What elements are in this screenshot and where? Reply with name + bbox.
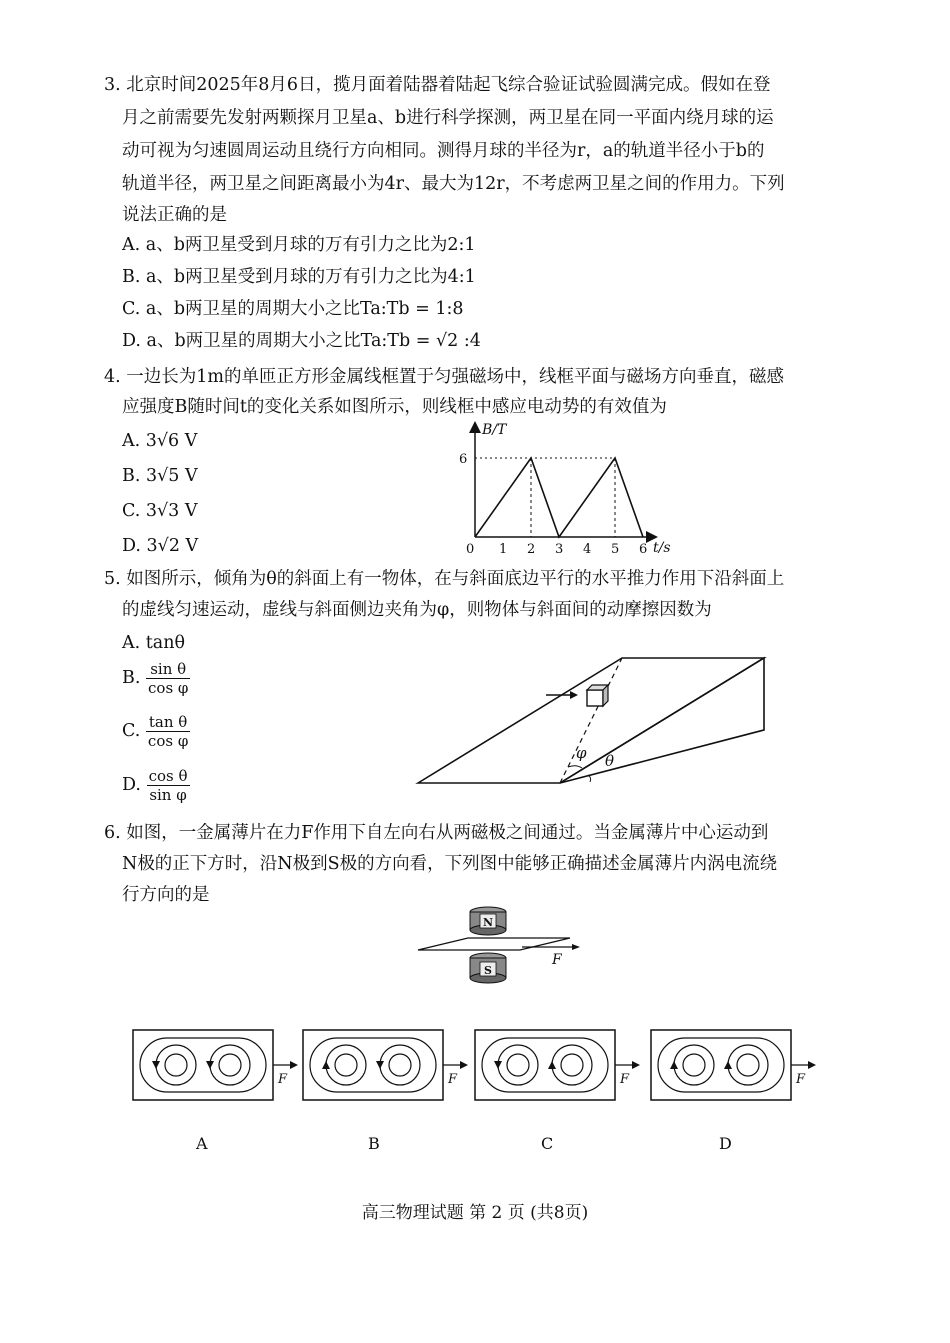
current-direction-arrow [206, 1061, 214, 1069]
q3-line-5: 说法正确的是 [122, 205, 227, 225]
q4-option-a: A. 3√6 V [122, 431, 198, 451]
choice-label-b: B [368, 1134, 380, 1153]
x-tick-label: 5 [611, 542, 620, 557]
choice-label-a: A [196, 1134, 208, 1153]
eddy-inner-loop [683, 1054, 705, 1076]
current-direction-arrow [724, 1061, 732, 1069]
q5-option-a: A. tanθ [122, 633, 186, 653]
q5-option-c-label: C. [122, 721, 141, 741]
force-arrow-head [808, 1061, 816, 1069]
eddy-inner-loop [507, 1054, 529, 1076]
incline-figure [410, 650, 770, 790]
x-tick-label: 1 [499, 542, 508, 557]
magnet-figure [410, 900, 585, 995]
q5-option-d-den: sin φ [149, 786, 187, 804]
n-pole-magnet [470, 907, 506, 935]
q3-option-b: B. a、b两卫星受到月球的万有引力之比为4:1 [122, 267, 476, 287]
push-force-arrow [546, 691, 578, 699]
metal-sheet [418, 938, 570, 950]
eddy-loop [552, 1045, 592, 1085]
eddy-inner-loop [219, 1054, 241, 1076]
q3-line-1: 3. 北京时间2025年8月6日，揽月面着陆器着陆起飞综合验证试验圆满完成。假如在登 [104, 75, 771, 95]
q5-option-b [122, 660, 190, 697]
eddy-loop [210, 1045, 250, 1085]
force-f-label: F [448, 1072, 458, 1087]
x-tick-label: 3 [555, 542, 564, 557]
q5-option-d-fraction [147, 767, 190, 804]
eddy-loop [728, 1045, 768, 1085]
q5-option-c-num: tan θ [146, 713, 190, 732]
q3-option-d: D. a、b两卫星的周期大小之比Ta:Tb = √2 :4 [122, 331, 481, 351]
q4-option-c: C. 3√3 V [122, 501, 198, 521]
phi-label: φ [576, 744, 587, 762]
q3-line-4: 轨道半径，两卫星之间距离最小为4r、最大为12r，不考虑两卫星之间的作用力。下列 [122, 174, 785, 194]
q5-option-b-den: cos φ [148, 679, 189, 697]
q5-option-b-label: B. [122, 668, 141, 688]
eddy-loop [498, 1045, 538, 1085]
b-t-graph [440, 420, 680, 560]
x-tick-label: 4 [583, 542, 592, 557]
n-pole-label: N [483, 916, 494, 929]
eddy-loop [156, 1045, 196, 1085]
q4-line-2: 应强度B随时间t的变化关系如图所示，则线框中感应电动势的有效值为 [122, 397, 667, 417]
q5-option-c [122, 713, 190, 750]
current-direction-arrow [322, 1061, 330, 1069]
force-f-label: F [552, 952, 562, 968]
eddy-loop [326, 1045, 366, 1085]
q3-line-2: 月之前需要先发射两颗探月卫星a、b进行科学探测，两卫星在同一平面内绕月球的运 [122, 108, 774, 128]
eddy-inner-loop [165, 1054, 187, 1076]
q3-option-c: C. a、b两卫星的周期大小之比Ta:Tb = 1:8 [122, 299, 464, 319]
eddy-option-c [474, 1028, 644, 1103]
q5-line-1: 5. 如图所示，倾角为θ的斜面上有一物体，在与斜面底边平行的水平推力作用下沿斜面上 [104, 569, 785, 589]
y-tick-label: 6 [459, 452, 468, 467]
x-tick-label: 0 [466, 542, 475, 557]
choice-label-c: C [541, 1134, 554, 1153]
q4-option-b: B. 3√5 V [122, 466, 198, 486]
q6-line-3: 行方向的是 [122, 885, 210, 905]
q5-option-b-fraction [146, 660, 190, 697]
current-direction-arrow [376, 1061, 384, 1069]
x-tick-label: 6 [639, 542, 648, 557]
q5-option-c-fraction [146, 713, 190, 750]
eddy-inner-loop [561, 1054, 583, 1076]
eddy-inner-loop [389, 1054, 411, 1076]
outer-current-loop [310, 1038, 436, 1092]
q3-option-a: A. a、b两卫星受到月球的万有引力之比为2:1 [122, 235, 476, 255]
force-f-label: F [796, 1072, 806, 1087]
q6-line-2: N极的正下方时，沿N极到S极的方向看，下列图中能够正确描述金属薄片内涡电流绕 [122, 854, 778, 874]
y-axis-label: B/T [482, 422, 507, 438]
outer-current-loop [140, 1038, 266, 1092]
q5-option-d-num: cos θ [148, 767, 188, 785]
force-arrow-head [290, 1061, 298, 1069]
eddy-inner-loop [737, 1054, 759, 1076]
q5-option-b-num: sin θ [146, 660, 190, 679]
q5-option-d-label: D. [122, 775, 141, 795]
eddy-option-a [132, 1028, 302, 1103]
x-tick-label: 2 [527, 542, 536, 557]
eddy-loop [674, 1045, 714, 1085]
force-arrow-head [460, 1061, 468, 1069]
force-f-label: F [278, 1072, 288, 1087]
current-direction-arrow [548, 1061, 556, 1069]
eddy-option-d [650, 1028, 820, 1103]
q3-line-3: 动可视为匀速圆周运动且绕行方向相同。测得月球的半径为r，a的轨道半径小于b的 [122, 141, 765, 161]
eddy-option-b [302, 1028, 472, 1103]
s-pole-magnet [470, 953, 506, 983]
block-object [587, 685, 608, 706]
page-footer: 高三物理试题 第 2 页 (共8页) [361, 1203, 589, 1223]
s-pole-label: S [484, 964, 492, 977]
current-direction-arrow [494, 1061, 502, 1069]
choice-label-d: D [719, 1134, 732, 1153]
q6-line-1: 6. 如图，一金属薄片在力F作用下自左向右从两磁极之间通过。当金属薄片中心运动到 [104, 823, 769, 843]
eddy-inner-loop [335, 1054, 357, 1076]
q5-option-c-den: cos φ [147, 732, 189, 750]
eddy-loop [380, 1045, 420, 1085]
phi-arc [568, 766, 582, 768]
current-direction-arrow [152, 1061, 160, 1069]
x-axis-label: t/s [653, 540, 671, 556]
q5-line-2: 的虚线匀速运动，虚线与斜面侧边夹角为φ，则物体与斜面间的动摩擦因数为 [122, 600, 712, 620]
force-f-arrow [522, 944, 580, 950]
theta-label: θ [605, 752, 615, 770]
current-direction-arrow [670, 1061, 678, 1069]
q4-line-1: 4. 一边长为1m的单匝正方形金属线框置于匀强磁场中，线框平面与磁场方向垂直，磁感 [104, 367, 784, 387]
q4-option-d: D. 3√2 V [122, 536, 199, 556]
b-t-series-line [475, 458, 643, 537]
q5-option-d [122, 767, 190, 804]
outer-current-loop [658, 1038, 784, 1092]
outer-current-loop [482, 1038, 608, 1092]
force-arrow-head [632, 1061, 640, 1069]
force-f-label: F [620, 1072, 630, 1087]
